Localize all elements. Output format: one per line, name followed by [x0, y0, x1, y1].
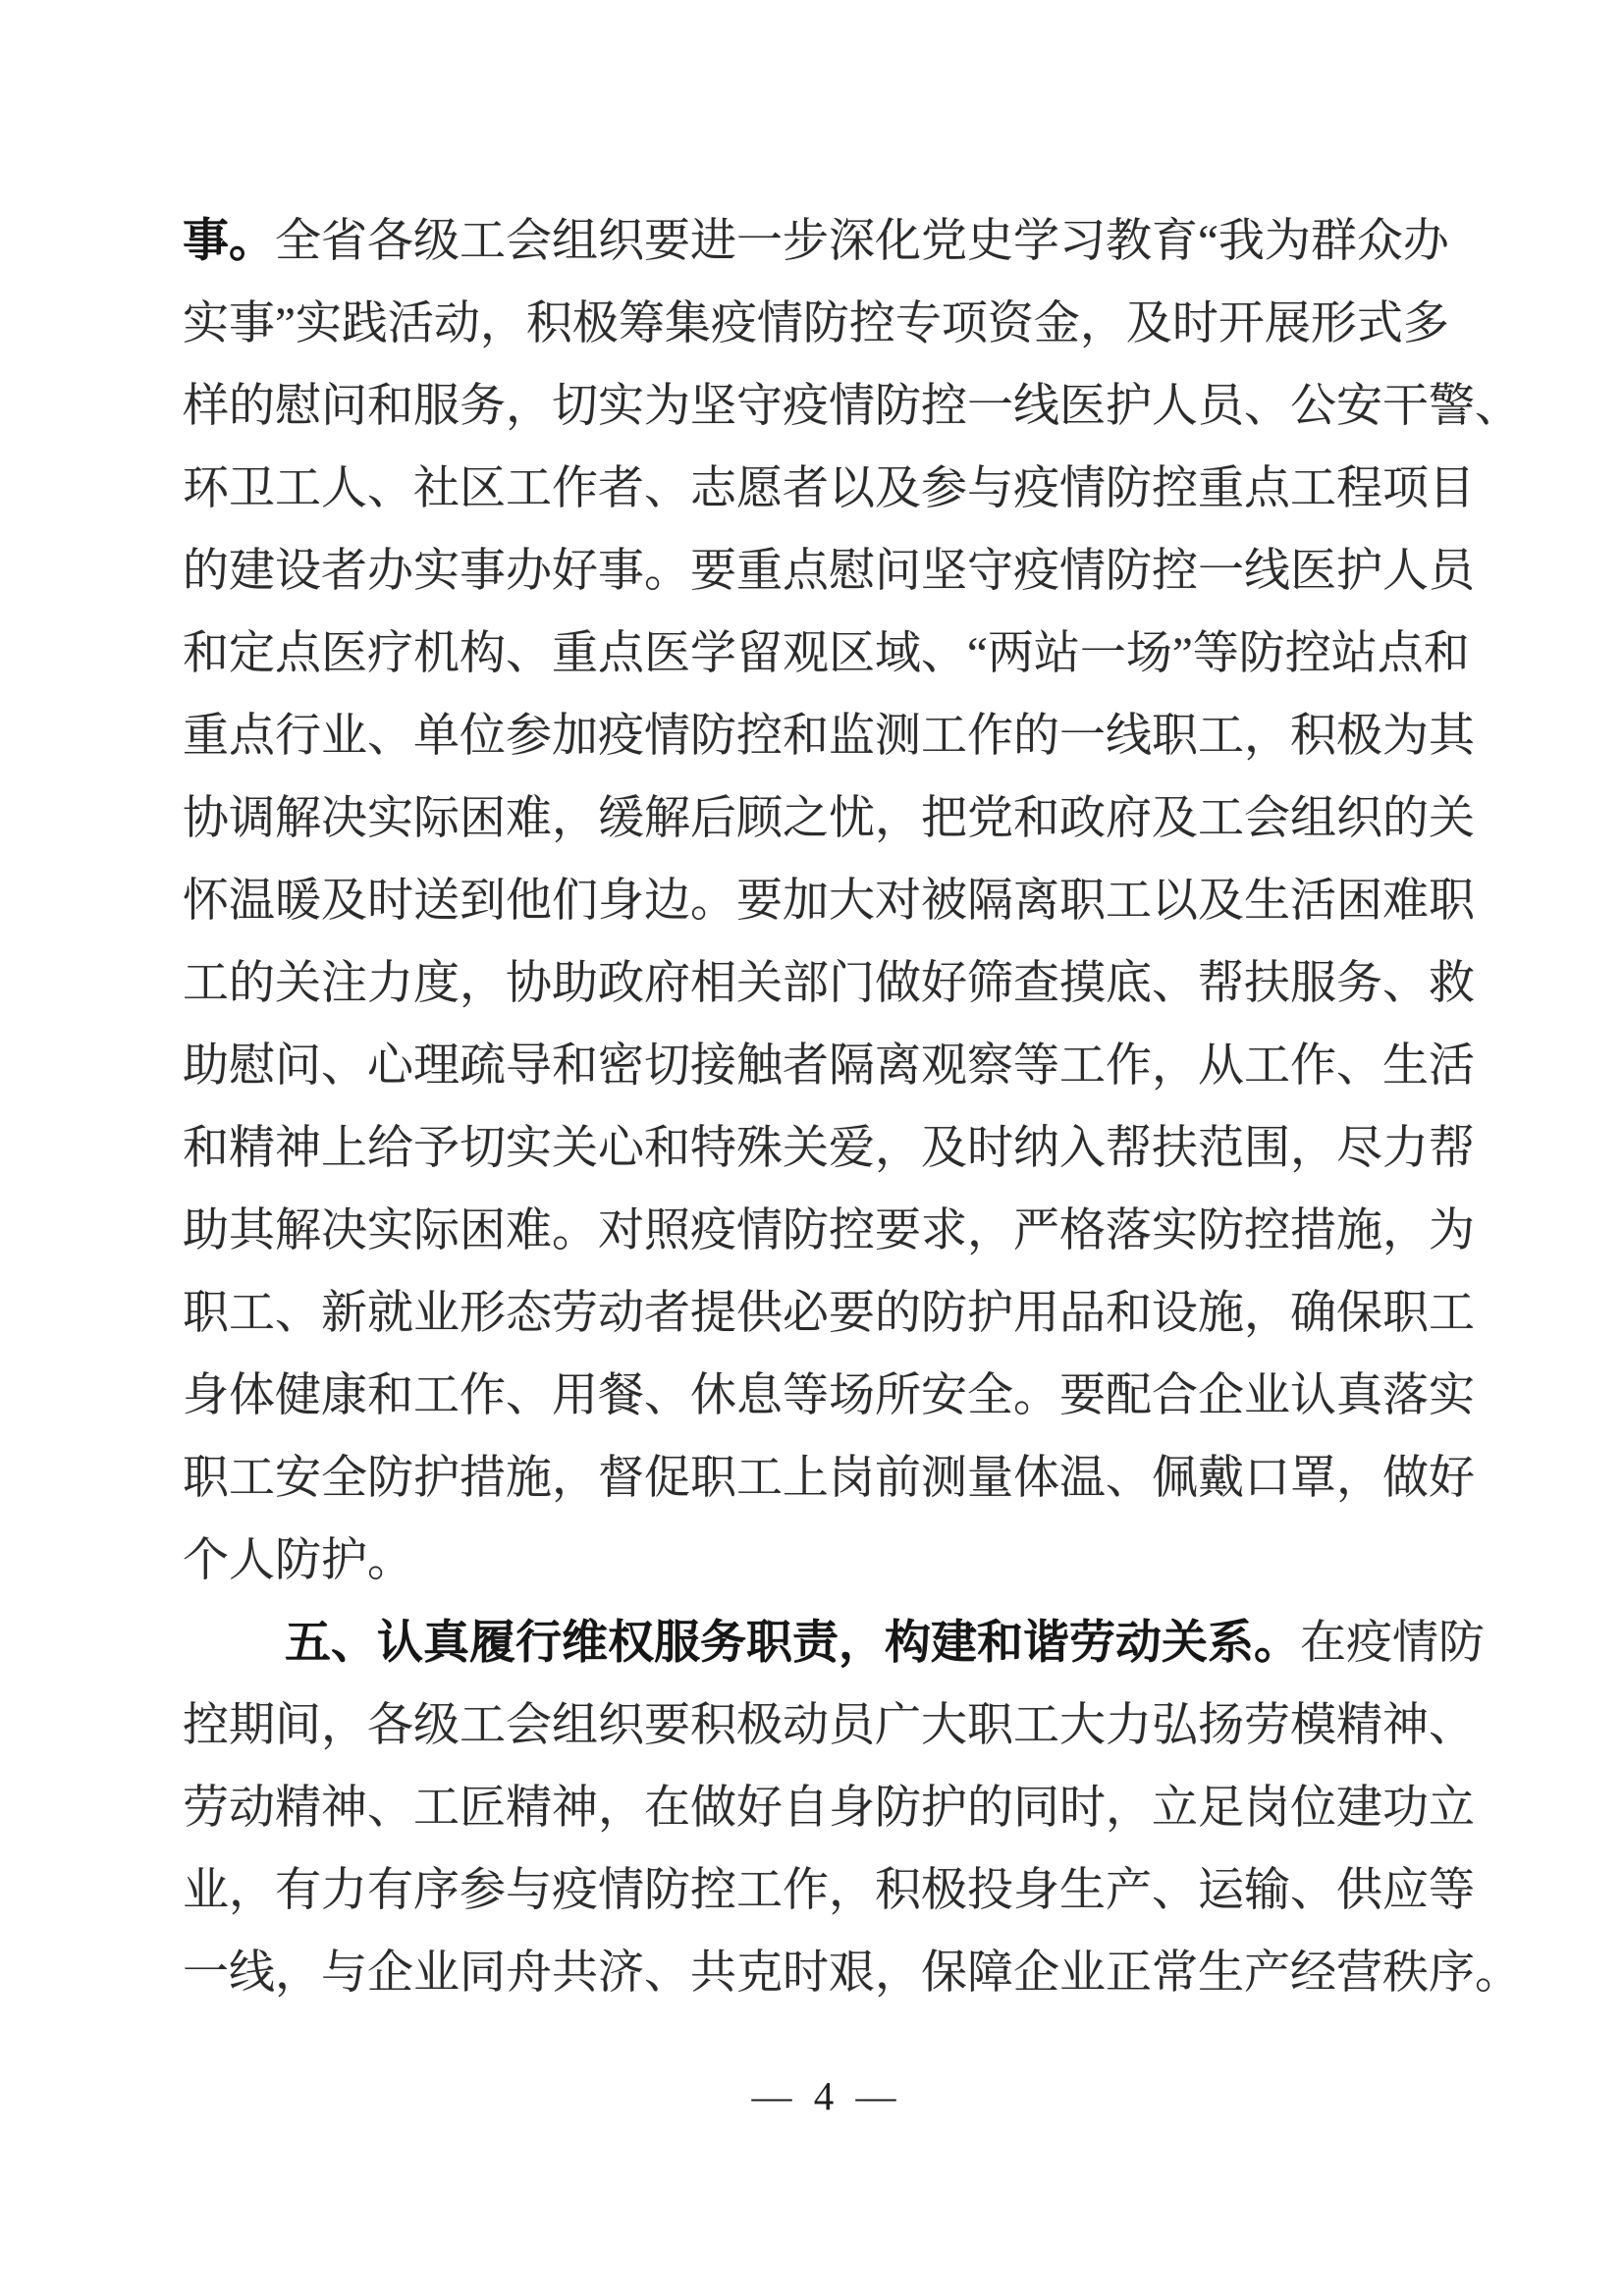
text-line: [183, 1025, 1498, 1107]
text-line: [183, 1849, 1498, 1932]
text-run: 助其解决实际困难。对照疫情防控要求，严格落实防控措施，为: [183, 1205, 1475, 1256]
text-line: [183, 1932, 1521, 2014]
text-line: [183, 695, 1498, 777]
text-run: 一线，与企业同舟共济、共克时艰，保障企业正常生产经营秩序。: [183, 1948, 1521, 1999]
text-run: 在疫情防: [1300, 1618, 1485, 1669]
text-run: 协调解决实际困难，缓解后顾之忧，把党和政府及工会组织的关: [183, 793, 1475, 844]
text-line: [183, 1684, 1498, 1767]
text-line: [183, 1272, 1498, 1355]
bold-run: 事。: [183, 216, 275, 267]
text-line: [183, 530, 1498, 613]
text-line: [183, 777, 1498, 860]
text-run: 个人防护。: [183, 1535, 413, 1586]
text-run: 职工安全防护措施，督促职工上岗前测量体温、佩戴口罩，做好: [183, 1453, 1475, 1504]
text-line: [183, 1767, 1498, 1849]
text-run: 和精神上给予切实关心和特殊关爱，及时纳入帮扶范围，尽力帮: [183, 1123, 1475, 1174]
text-line: [183, 283, 1498, 365]
text-line: [183, 1107, 1498, 1190]
document-body: [183, 200, 1521, 2014]
page-number: — 4 —: [751, 2073, 902, 2118]
section-heading-line: [183, 1602, 1498, 1684]
text-line: [183, 448, 1498, 530]
text-run: 职工、新就业形态劳动者提供必要的防护用品和设施，确保职工: [183, 1288, 1475, 1339]
text-line: [183, 613, 1498, 695]
text-run: 重点行业、单位参加疫情防控和监测工作的一线职工，积极为其: [183, 711, 1475, 762]
section-heading-bold: 五、认真履行维权服务职责，构建和谐劳动关系。: [285, 1618, 1300, 1669]
text-run: 怀温暖及时送到他们身边。要加大对被隔离职工以及生活困难职: [183, 876, 1475, 927]
text-line: [183, 1355, 1498, 1437]
text-line: [183, 365, 1521, 448]
text-line: [183, 942, 1498, 1025]
text-line: [183, 860, 1498, 942]
text-line: [183, 1190, 1498, 1272]
text-run: 劳动精神、工匠精神，在做好自身防护的同时，立足岗位建功立: [183, 1783, 1475, 1834]
text-run: 业，有力有序参与疫情防控工作，积极投身生产、运输、供应等: [183, 1865, 1475, 1916]
text-run: 助慰问、心理疏导和密切接触者隔离观察等工作，从工作、生活: [183, 1041, 1475, 1092]
text-run: 和定点医疗机构、重点医学留观区域、“两站一场”等防控站点和: [183, 628, 1470, 679]
text-run: 的建设者办实事办好事。要重点慰问坚守疫情防控一线医护人员: [183, 546, 1475, 597]
text-run: 环卫工人、社区工作者、志愿者以及参与疫情防控重点工程项目: [183, 463, 1475, 514]
text-run: 控期间，各级工会组织要积极动员广大职工大力弘扬劳模精神、: [183, 1700, 1475, 1751]
text-run: 工的关注力度，协助政府相关部门做好筛查摸底、帮扶服务、救: [183, 958, 1475, 1009]
text-run: 全省各级工会组织要进一步深化党史学习教育“我为群众办: [275, 216, 1449, 267]
text-line: [183, 200, 1498, 283]
text-run: 实事”实践活动，积极筹集疫情防控专项资金，及时开展形式多: [183, 298, 1449, 349]
text-run: 样的慰问和服务，切实为坚守疫情防控一线医护人员、公安干警、: [183, 381, 1521, 432]
text-line: [183, 1437, 1498, 1520]
text-line: [183, 1520, 1498, 1602]
text-run: 身体健康和工作、用餐、休息等场所安全。要配合企业认真落实: [183, 1370, 1475, 1421]
